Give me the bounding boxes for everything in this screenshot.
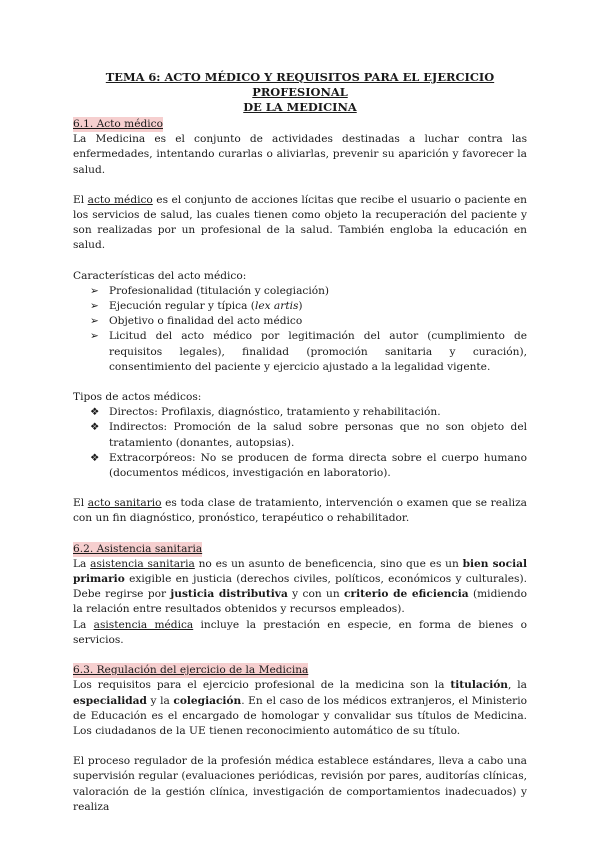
section-heading-6-3: 6.3. Regulación del ejercicio de la Medicina [73, 663, 308, 678]
list-item: ➢ Objetivo o finalidad del acto médico [73, 314, 527, 329]
term-acto-sanitario: acto sanitario [87, 497, 162, 510]
arrow-bullet-icon: ➢ [90, 330, 99, 343]
term-asistencia-medica: asistencia médica [93, 618, 194, 631]
arrow-bullet-icon: ➢ [90, 300, 99, 313]
section-heading-6-2: 6.2. Asistencia sanitaria [73, 542, 202, 557]
paragraph-asistencia-sanitaria: La asistencia sanitaria no es un asunto de beneficencia, sino que es un bien social primario exigible en justicia (derechos civiles, políticos, económicos y culturales). Debe regirse por justicia distributiva y con un criterio de eficiencia (midiendo la relación entre resultados obtenidos y recursos empleados). [73, 557, 527, 616]
section-heading-6-1: 6.1. Acto médico [73, 117, 163, 132]
characteristics-intro: Características del acto médico: [73, 269, 247, 282]
characteristics-list [73, 284, 527, 375]
section-6-2 [73, 542, 527, 648]
document-page [73, 70, 527, 815]
types-list [73, 405, 527, 481]
term-asistencia-sanitaria: asistencia sanitaria [90, 557, 195, 570]
list-item: ❖ Indirectos: Promoción de la salud sobre personas que no son objeto del tratamiento (donantes, autopsias). [90, 421, 527, 449]
paragraph-requisitos: Los requisitos para el ejercicio profesional de la medicina son la titulación, la especialidad y la colegiación. En el caso de los médicos extranjeros, el Ministerio de Educación es el encargado de homologar y convalidar sus títulos de Medicina. Los ciudadanos de la UE tienen reconocimiento automático de su título. [73, 679, 527, 737]
types-intro: Tipos de actos médicos: [73, 391, 202, 404]
diamond-bullet-icon: ❖ [90, 451, 100, 464]
paragraph-acto-sanitario: El acto sanitario es toda clase de tratamiento, intervención o examen que se realiza con un fin diagnóstico, pronóstico, terapéutico o rehabilitador. [73, 497, 527, 525]
diamond-bullet-icon: ❖ [90, 406, 100, 419]
list-item: ❖ Directos: Profilaxis, diagnóstico, tratamiento y rehabilitación. [73, 405, 527, 420]
diamond-bullet-icon: ❖ [90, 421, 100, 434]
list-item: ❖ Extracorpóreos: No se producen de forma directa sobre el cuerpo humano (documentos médicos, investigación en laboratorio). [90, 451, 527, 480]
paragraph-proceso-regulador: El proceso regulador de la profesión médica establece estándares, lleva a cabo una supervisión regular (evaluaciones periódicas, revisión por pares, auditorías clínicas, valoración de la gestión clínica, investigación de comportamientos inadecuados) y realiza [73, 755, 527, 813]
list-item: ➢ Licitud del acto médico por legitimación del autor (cumplimiento de requisitos legales), finalidad (promoción sanitaria y curación), consentimiento del paciente y ejercicio ajustado a la legalidad vigente. [90, 330, 527, 373]
section-6-1 [73, 117, 527, 527]
title-line-1: TEMA 6: ACTO MÉDICO Y REQUISITOS PARA EL EJERCICIO PROFESIONAL [105, 70, 495, 99]
list-item: ➢ Profesionalidad (titulación y colegiación) [73, 284, 527, 299]
arrow-bullet-icon: ➢ [90, 315, 99, 328]
list-item: ➢ Ejecución regular y típica (lex artis) [73, 299, 527, 314]
paragraph-acto-medico: El acto médico es el conjunto de acciones lícitas que recibe el usuario o paciente en los servicios de salud, las cuales tienen como objeto la recuperación del paciente y son realizadas por un profesional de la salud. También engloba la educación en salud. [73, 193, 527, 252]
term-acto-medico: acto médico [87, 193, 153, 206]
paragraph-asistencia-medica: La asistencia médica incluye la prestación en especie, en forma de bienes o servicios. [73, 618, 528, 646]
paragraph-medicina-definition: La Medicina es el conjunto de actividades destinadas a luchar contra las enfermedades, intentando curarlas o aliviarlas, prevenir su aparición y favorecer la salud. [73, 133, 527, 176]
arrow-bullet-icon: ➢ [90, 284, 99, 297]
document-title [73, 70, 527, 115]
title-line-2: DE LA MEDICINA [243, 100, 357, 114]
section-6-3 [73, 663, 527, 815]
